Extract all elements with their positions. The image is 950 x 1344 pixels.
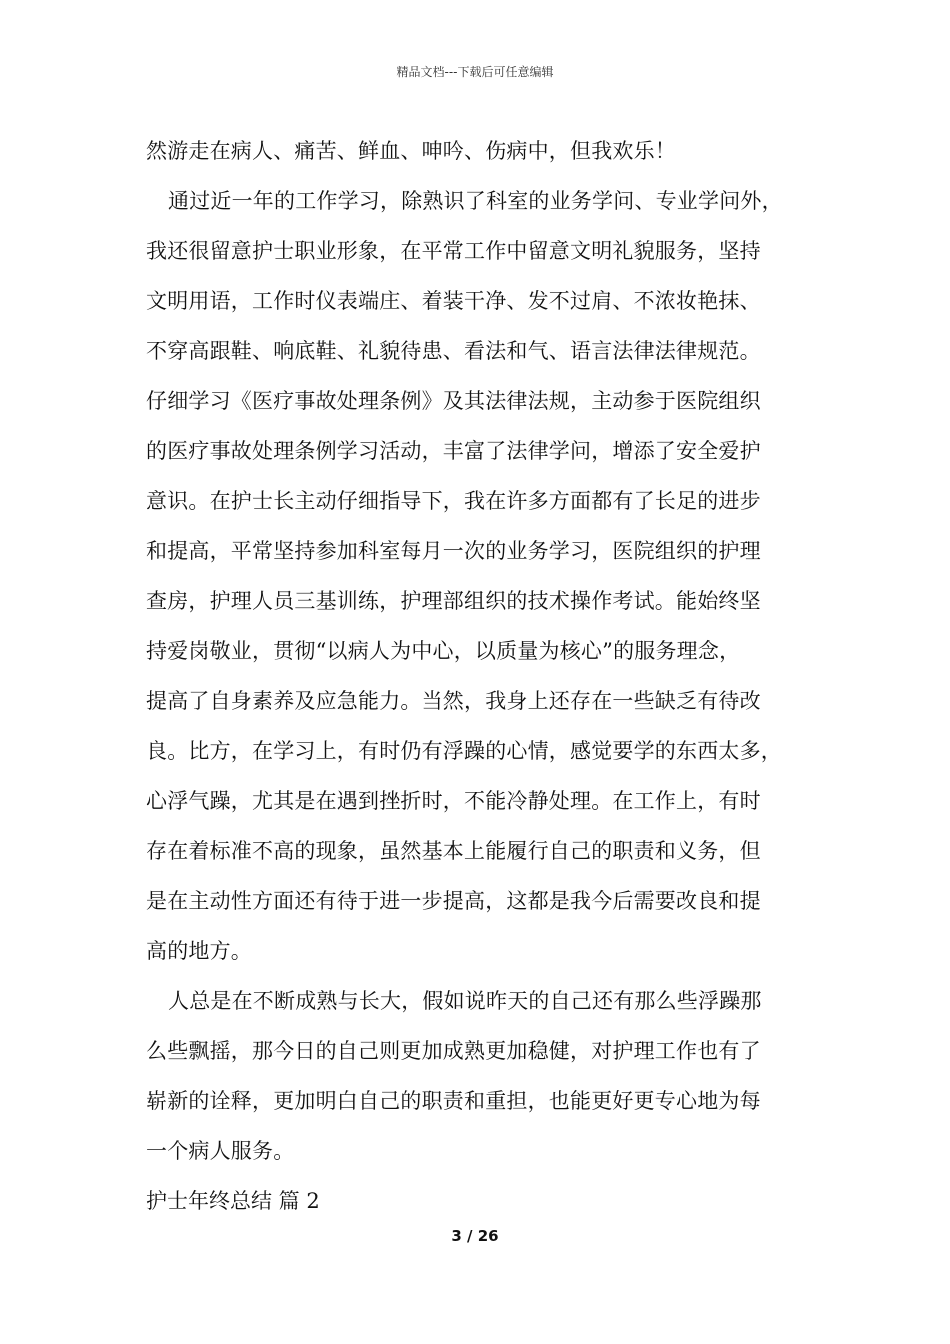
text-line: 不穿高跟鞋、响底鞋、礼貌待患、看法和气、语言法律法律规范。	[146, 339, 761, 363]
document-body	[146, 126, 836, 1226]
paragraph-start-line: 人总是在不断成熟与长大，假如说昨天的自己还有那么些浮躁那	[168, 989, 762, 1013]
section-heading: 护士年终总结 篇 2	[146, 1189, 320, 1213]
text-line: 查房，护理人员三基训练，护理部组织的技术操作考试。能始终坚	[146, 589, 761, 613]
page-number: 3 / 26	[451, 1227, 499, 1245]
text-line: 良。比方，在学习上，有时仍有浮躁的心情，感觉要学的东西太多，	[146, 739, 782, 763]
text-line: 我还很留意护士职业形象，在平常工作中留意文明礼貌服务，坚持	[146, 239, 761, 263]
text-line: 和提高，平常坚持参加科室每月一次的业务学习，医院组织的护理	[146, 539, 761, 563]
text-line: 崭新的诠释，更加明白自己的职责和重担，也能更好更专心地为每	[146, 1089, 761, 1113]
text-line: 文明用语，工作时仪表端庄、着装干净、发不过肩、不浓妆艳抹、	[146, 289, 761, 313]
text-line: 高的地方。	[146, 939, 252, 963]
text-line: 然游走在病人、痛苦、鲜血、呻吟、伤病中，但我欢乐！	[146, 139, 676, 163]
page-header: 精品文档---下载后可任意编辑	[396, 65, 554, 79]
text-line: 意识。在护士长主动仔细指导下，我在许多方面都有了长足的进步	[146, 489, 761, 513]
text-line: 存在着标准不高的现象，虽然基本上能履行自己的职责和义务，但	[146, 839, 761, 863]
text-line: 一个病人服务。	[146, 1139, 295, 1163]
paragraph-start-line: 通过近一年的工作学习，除熟识了科室的业务学问、专业学问外，	[168, 189, 783, 213]
text-line: 么些飘摇，那今日的自己则更加成熟更加稳健，对护理工作也有了	[146, 1039, 761, 1063]
text-line: 是在主动性方面还有待于进一步提高，这都是我今后需要改良和提	[146, 889, 761, 913]
text-line: 持爱岗敬业，贯彻“以病人为中心，以质量为核心”的服务理念，	[146, 639, 741, 663]
text-line: 仔细学习《医疗事故处理条例》及其法律法规，主动参于医院组织	[146, 389, 761, 413]
text-line: 提高了自身素养及应急能力。当然，我身上还存在一些缺乏有待改	[146, 689, 761, 713]
text-line: 心浮气躁，尤其是在遇到挫折时，不能冷静处理。在工作上，有时	[146, 789, 761, 813]
text-line: 的医疗事故处理条例学习活动，丰富了法律学问，增添了安全爱护	[146, 439, 761, 463]
